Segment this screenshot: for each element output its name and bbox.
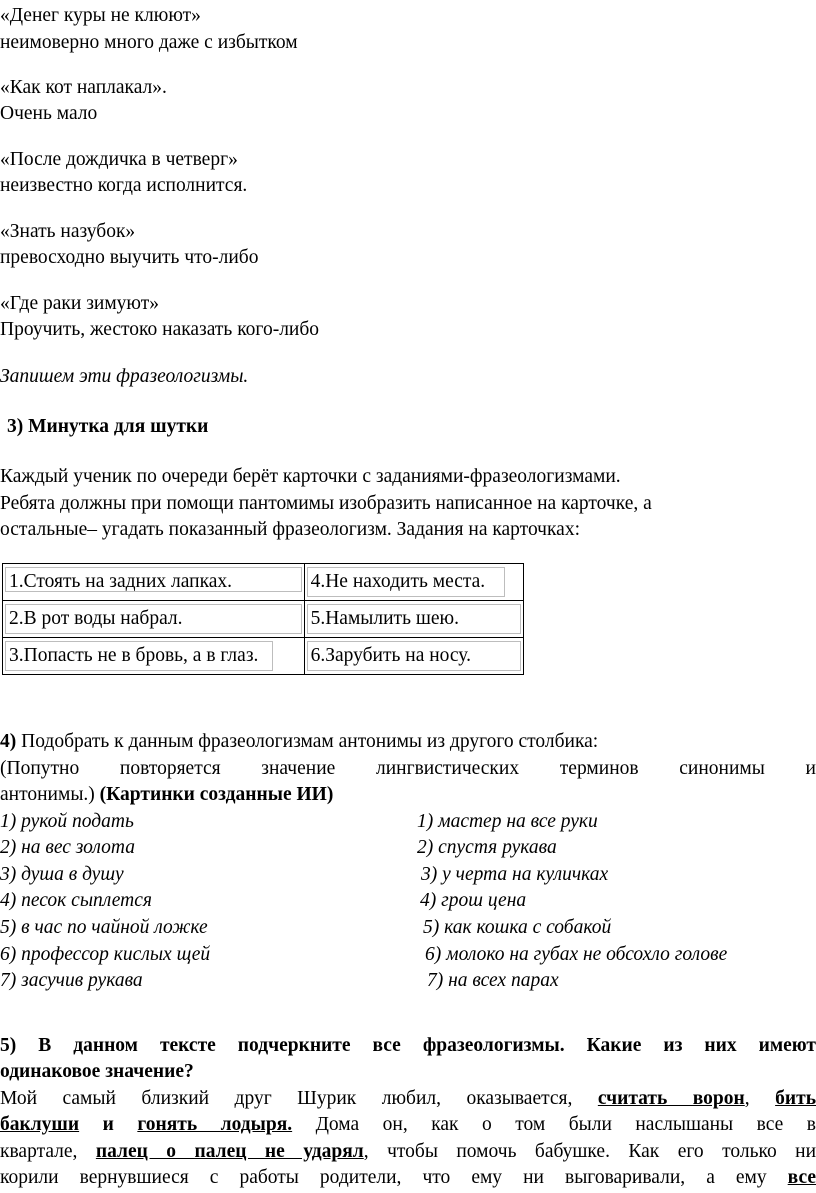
section-3-heading: 3) Минутка для шутки [7, 416, 209, 437]
section-4-task: Подобрать к данным фразеологизмам антонимы из другого столбика: [16, 731, 599, 752]
left-idiom-5: 5) в час по чайной ложке [0, 917, 208, 938]
idiom-3-meaning: неизвестно когда исполнится. [0, 175, 248, 196]
idiom-underlined: гонять лодыря. [137, 1114, 293, 1135]
section-4-line-1 [0, 729, 598, 756]
idiom-4-meaning: превосходно выучить что-либо [0, 247, 259, 268]
section-4-antonyms-note: антонимы.) [0, 784, 95, 805]
left-idiom-2: 2) на вес золота [0, 837, 135, 858]
text-fragment: Мой самый близкий друг Шурик любил, оказывается, [0, 1088, 573, 1109]
idiom-2-meaning: Очень мало [0, 103, 98, 124]
idiom-underlined: палец о палец не ударял [95, 1141, 364, 1162]
text-fragment: и [79, 1114, 138, 1135]
section-5-text-line-2 [0, 1112, 816, 1139]
table-row [3, 601, 524, 638]
card-1: 1.Стоять на задних лапках. [5, 567, 302, 592]
table-row [3, 564, 524, 601]
section-5-text-line-3 [0, 1139, 816, 1166]
table-cell [304, 601, 523, 638]
right-idiom-7: 7) на всех парах [427, 970, 559, 991]
idiom-underlined: считать ворон [597, 1088, 745, 1109]
cards-table [2, 563, 524, 675]
idiom-underlined: бить [775, 1088, 816, 1109]
card-5: 5.Намылить шею. [307, 604, 521, 634]
right-idiom-2: 2) спустя рукава [417, 837, 557, 858]
idiom-underlined: все [787, 1167, 816, 1188]
idiom-underlined: баклуши [0, 1114, 80, 1135]
card-2: 2.В рот воды набрал. [5, 604, 302, 634]
text-fragment: , [744, 1088, 750, 1109]
text-fragment: корили вернувшиеся с работы родители, что ему ни выговаривали, а ему [0, 1167, 767, 1188]
idiom-2-title: «Как кот наплакал». [0, 77, 167, 98]
section-5-heading-line-2: одинаковое значение? [0, 1061, 194, 1082]
left-idiom-6: 6) профессор кислых щей [0, 944, 211, 965]
card-4: 4.Не находить места. [307, 567, 505, 597]
table-cell [3, 638, 305, 675]
right-idiom-3: 3) у черта на куличках [421, 864, 609, 885]
idiom-3-title: «После дождичка в четверг» [0, 149, 238, 170]
text-fragment: Дома он, как о том были наслышаны все в [292, 1114, 816, 1135]
left-idiom-4: 4) песок сыплется [0, 890, 152, 911]
section-4-line-2: (Попутно повторяется значение лингвистических терминов синонимы и [0, 758, 816, 779]
section-3-paragraph-line-1: Каждый ученик по очереди берёт карточки с заданиями-фразеологизмами. [0, 466, 621, 487]
left-idiom-7: 7) засучив рукава [0, 970, 143, 991]
section-5-text-line-4 [0, 1165, 816, 1192]
table-cell [3, 564, 305, 601]
card-6: 6.Зарубить на носу. [307, 641, 521, 671]
table-cell [304, 638, 523, 675]
idiom-4-title: «Знать назубок» [0, 221, 136, 242]
section-4-number: 4) [0, 731, 17, 752]
left-idiom-1: 1) рукой подать [0, 811, 134, 832]
idiom-1-title: «Денег куры не клюют» [0, 5, 201, 26]
section-5-text-line-1 [0, 1086, 816, 1113]
text-fragment: , чтобы помочь бабушке. Как его только ни [363, 1141, 816, 1162]
table-row [3, 638, 524, 675]
card-3: 3.Попасть не в бровь, а в глаз. [5, 641, 273, 671]
idiom-5-meaning: Проучить, жестоко наказать кого-либо [0, 319, 320, 340]
left-idiom-3: 3) душа в душу [0, 864, 124, 885]
text-fragment: квартале, [0, 1141, 78, 1162]
right-idiom-4: 4) грош цена [420, 890, 527, 911]
idiom-5-title: «Где раки зимуют» [0, 293, 160, 314]
section-3-paragraph-line-3: остальные– угадать показанный фразеологизм. Задания на карточках: [0, 519, 580, 540]
section-4-images-note: (Картинки созданные ИИ) [94, 784, 334, 805]
section-3-paragraph-line-2: Ребята должны при помощи пантомимы изобразить написанное на карточке, а [0, 493, 652, 514]
right-idiom-6: 6) молоко на губах не обсохло голове [425, 944, 728, 965]
right-idiom-5: 5) как кошка с собакой [423, 917, 612, 938]
right-idiom-1: 1) мастер на все руки [417, 811, 598, 832]
write-note: Запишем эти фразеологизмы. [0, 366, 249, 387]
table-cell [304, 564, 523, 601]
table-cell [3, 601, 305, 638]
section-4-line-3 [0, 782, 333, 809]
section-5-heading-line-1: 5) В данном тексте подчеркните все фразеологизмы. Какие из них имеют [0, 1035, 816, 1056]
idiom-1-meaning: неимоверно много даже с избытком [0, 32, 298, 53]
